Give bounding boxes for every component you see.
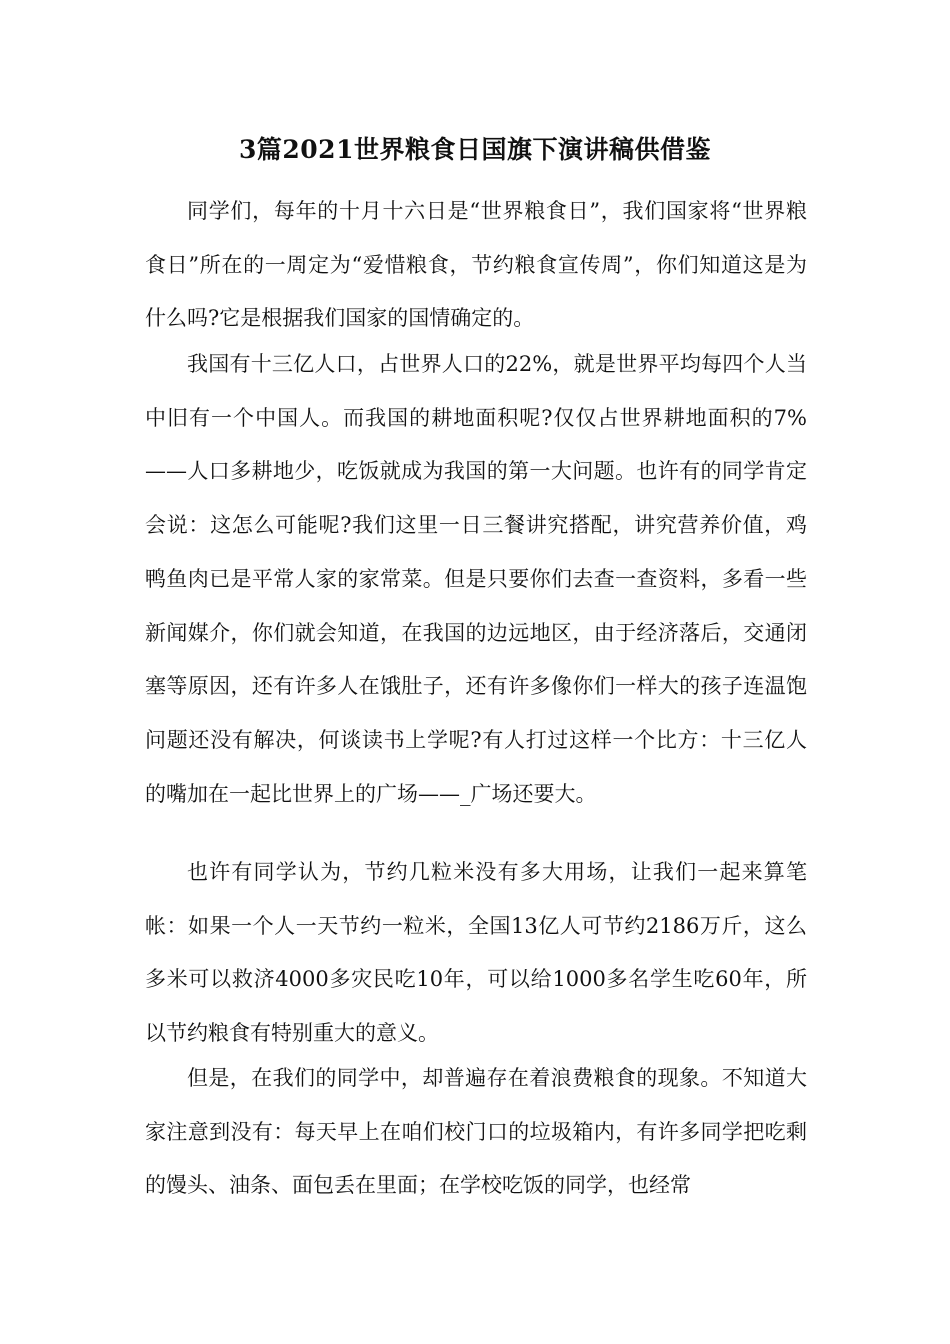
paragraph-4: 但是，在我们的同学中，却普遍存在着浪费粮食的现象。不知道大家注意到没有：每天早上在咱们校门口的垃圾箱内，有许多同学把吃剩的馒头、油条、面包丢在里面；在学校吃饭的同学，也经常 bbox=[145, 1066, 807, 1198]
paragraph-1: 同学们，每年的十月十六日是“世界粮食日”，我们国家将“世界粮食日”所在的一周定为“爱惜粮食，节约粮食宣传周”，你们知道这是为什么吗?它是根据我们国家的国情确定的。 bbox=[145, 199, 807, 331]
document-title: 3篇2021世界粮食日国旗下演讲稿供借鉴 bbox=[239, 135, 711, 164]
paragraph-2: 我国有十三亿人口，占世界人口的22%，就是世界平均每四个人当中旧有一个中国人。而我国的耕地面积呢?仅仅占世界耕地面积的7%——人口多耕地少，吃饭就成为我国的第一大问题。也许有的同学肯定会说：这怎么可能呢?我们这里一日三餐讲究搭配，讲究营养价值，鸡鸭鱼肉已是平常人家的家常菜。但是只要你们去查一查资料，多看一些新闻媒介，你们就会知道，在我国的边远地区，由于经济落后，交通闭塞等原因，还有许多人在饿肚子，还有许多像你们一样大的孩子连温饱问题还没有解决，何谈读书上学呢?有人打过这样一个比方：十三亿人的嘴加在一起比世界上的广场——_广场还要大。 bbox=[145, 352, 807, 806]
paragraph-3: 也许有同学认为，节约几粒米没有多大用场，让我们一起来算笔帐：如果一个人一天节约一粒米，全国13亿人可节约2186万斤，这么多米可以救济4000多灾民吃10年，可以给1000多名学生吃60年，所以节约粮食有特别重大的意义。 bbox=[145, 860, 807, 1046]
